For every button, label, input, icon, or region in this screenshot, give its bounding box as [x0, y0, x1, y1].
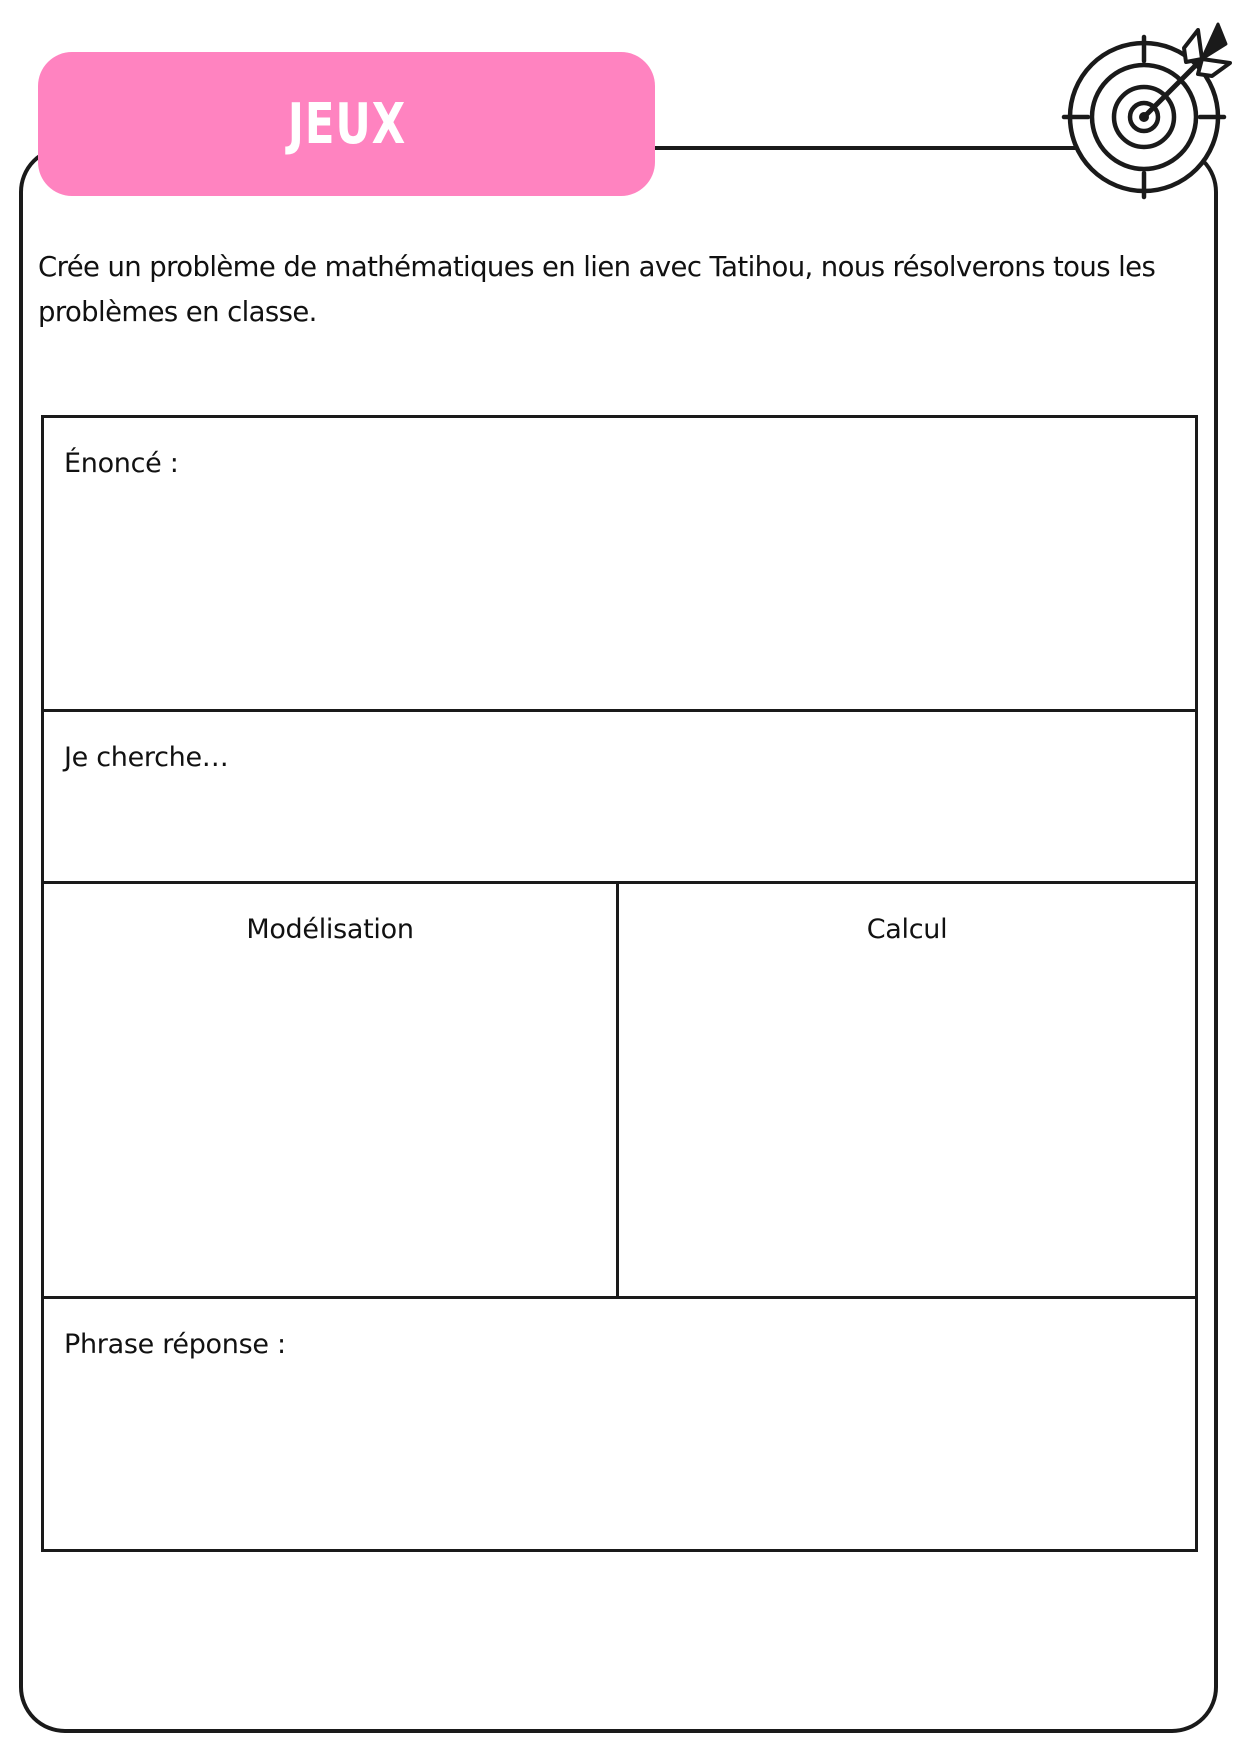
cherche-section [44, 712, 1195, 884]
enonce-write-area[interactable] [44, 498, 1195, 709]
enonce-label: Énoncé : [64, 448, 179, 479]
phrase-section [44, 1299, 1195, 1549]
phrase-label: Phrase réponse : [64, 1329, 286, 1360]
target-icon [1052, 18, 1241, 208]
modelisation-cell [44, 884, 619, 1296]
enonce-section [44, 418, 1195, 712]
modelisation-label: Modélisation [246, 914, 414, 945]
calcul-write-area[interactable] [619, 964, 1195, 1296]
cherche-label: Je cherche… [64, 742, 229, 773]
calcul-label: Calcul [866, 914, 948, 945]
modelisation-write-area[interactable] [44, 964, 616, 1296]
cherche-write-area[interactable] [44, 792, 1195, 881]
page-title: JEUX [287, 91, 406, 157]
calcul-cell [619, 884, 1195, 1296]
work-section [44, 884, 1195, 1299]
phrase-write-area[interactable] [44, 1379, 1195, 1549]
title-tab [38, 52, 655, 196]
instructions-text: Crée un problème de mathématiques en lien avec Tatihou, nous résolverons tous les problèmes en classe. [38, 251, 1156, 328]
problem-grid [41, 415, 1198, 1552]
